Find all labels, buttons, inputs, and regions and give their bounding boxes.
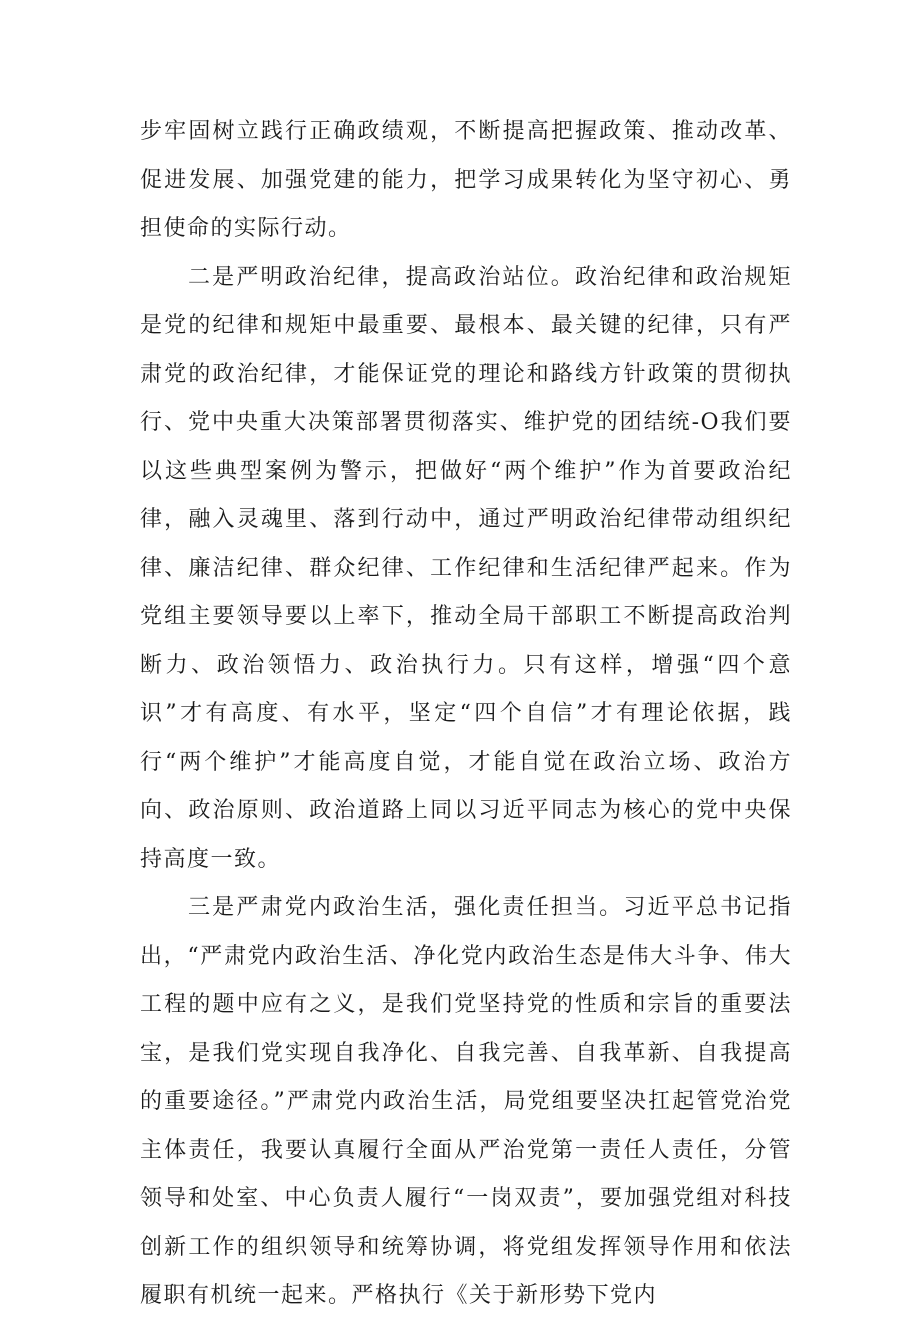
- paragraph-continuation: 步牢固树立践行正确政绩观，不断提高把握政策、推动改革、促进发展、加强党建的能力，把学习成果转化为坚守初心、勇担使命的实际行动。: [140, 119, 792, 241]
- paragraph-political-discipline: 二是严明政治纪律，提高政治站位。政治纪律和政治规矩是党的纪律和规矩中最重要、最根本、最关键的纪律，只有严肃党的政治纪律，才能保证党的理论和路线方针政策的贯彻执行、党中央重大决策部署贯彻落实、维护党的团结统-O我们要以这些典型案例为警示，把做好“两个维护”作为首要政治纪律，融入灵魂里、落到行动中，通过严明政治纪律带动组织纪律、廉洁纪律、群众纪律、工作纪律和生活纪律严起来。作为党组主要领导要以上率下，推动全局干部职工不断提高政治判断力、政治领悟力、政治执行力。只有这样，增强“四个意识”才有高度、有水平，坚定“四个自信”才有理论依据，践行“两个维护”才能高度自觉，才能自觉在政治立场、政治方向、政治原则、政治道路上同以习近平同志为核心的党中央保持高度一致。: [140, 264, 792, 872]
- document-body: [140, 108, 792, 1321]
- paragraph-party-political-life: 三是严肃党内政治生活，强化责任担当。习近平总书记指出，“严肃党内政治生活、净化党内政治生态是伟大斗争、伟大工程的题中应有之义，是我们党坚持党的性质和宗旨的重要法宝，是我们党实现自我净化、自我完善、自我革新、自我提高的重要途径。”严肃党内政治生活，局党组要坚决扛起管党治党主体责任，我要认真履行全面从严治党第一责任人责任，分管领导和处室、中心负责人履行“一岗双责”，要加强党组对科技创新工作的组织领导和统筹协调，将党组发挥领导作用和依法履职有机统一起来。严格执行《关于新形势下党内: [140, 895, 792, 1308]
